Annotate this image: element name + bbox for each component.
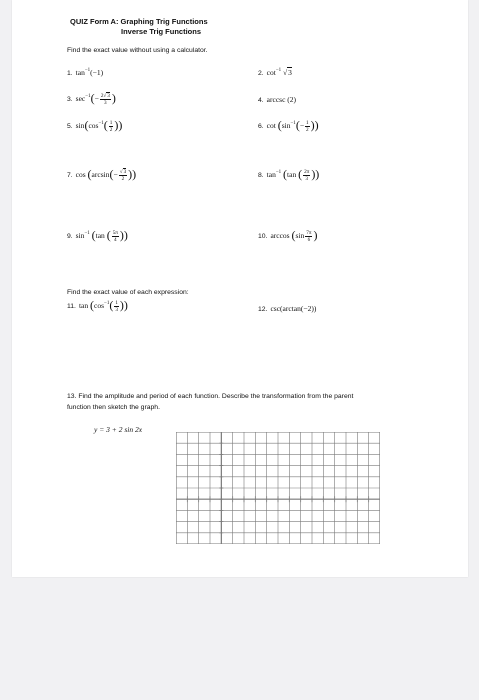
problem-1: 1. $\tan^{-1}(-1)$ bbox=[67, 68, 104, 77]
problem-8: 8. $\tan^{-1} (\tan$ ( $\frac{2\pi}{3}$ )) bbox=[258, 167, 320, 182]
problem-12: 12. csc(arctan(−2)) bbox=[258, 304, 317, 313]
problem-2: 2. $\cot^{-1} √3$ bbox=[258, 68, 292, 77]
problem-13-instruction-cont: function then sketch the graph. bbox=[67, 404, 160, 411]
quiz-title: QUIZ Form A: Graphing Trig Functions bbox=[70, 17, 208, 26]
problem-4: 4. arccsc (2) bbox=[258, 95, 297, 104]
problem-7: 7. cos (arcsin(− $\frac{√3}{2}$ )) bbox=[67, 167, 137, 182]
problem-9: 9. $\sin^{-1} (\tan$ ( $\frac{5\pi}{4}$ )) bbox=[67, 228, 128, 243]
problem-5: 5. $\sin(\cos^{-1}$( $\frac{1}{2}$ )) bbox=[67, 118, 123, 133]
section1-instruction: Find the exact value without using a calculator. bbox=[67, 47, 208, 54]
problem-3: 3. $\sec^{-1}(-$ $\frac{2√3}{3}$ ) bbox=[67, 91, 116, 106]
problem-11: 11. $\tan (\cos^{-1}$( $\frac{1}{3}$ )) bbox=[67, 298, 128, 313]
section2-instruction: Find the exact value of each expression: bbox=[67, 289, 189, 296]
problem-6: 6. $\cot (\sin^{-1}(-$ $\frac{1}{2}$ )) bbox=[258, 118, 319, 133]
quiz-subtitle: Inverse Trig Functions bbox=[121, 27, 202, 36]
problem-13-instruction: 13. Find the amplitude and period of each function. Describe the transformation from the parent bbox=[67, 393, 354, 400]
function-equation: y = 3 + 2 sin 2x bbox=[94, 425, 143, 434]
graph-grid-svg bbox=[176, 432, 380, 544]
problem-10: 10. arccos (sin $\frac{7\pi}{6}$ ) bbox=[258, 228, 318, 243]
graph-grid bbox=[176, 432, 380, 544]
